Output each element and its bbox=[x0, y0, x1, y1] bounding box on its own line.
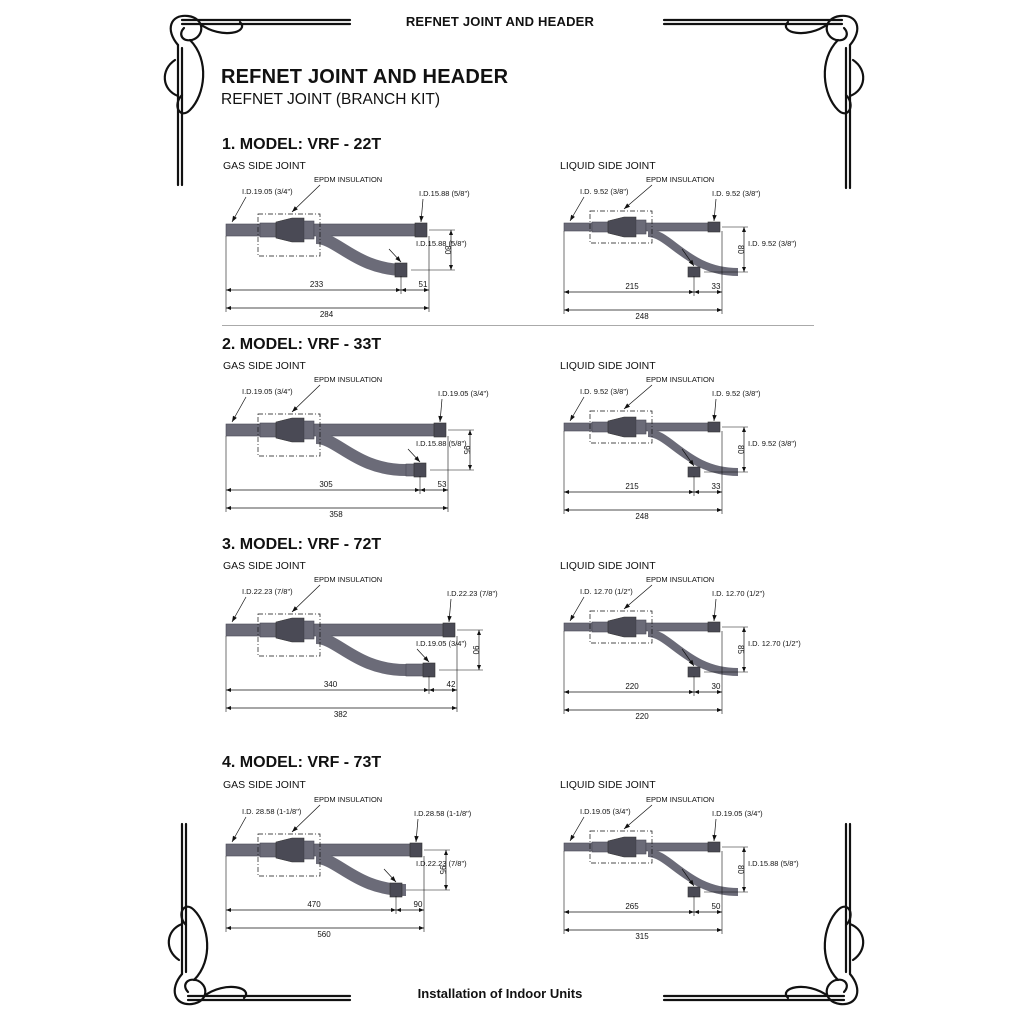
liquid-side-label: LIQUID SIDE JOINT bbox=[560, 160, 656, 172]
page-subtitle: REFNET JOINT (BRANCH KIT) bbox=[221, 91, 441, 108]
model-heading: 2. MODEL: VRF - 33T bbox=[222, 336, 382, 353]
branch-pipe bbox=[316, 438, 406, 470]
gas-side-joint-diagram bbox=[222, 792, 472, 952]
branch-pipe bbox=[316, 238, 406, 270]
liquid-side-joint-diagram bbox=[560, 172, 797, 332]
tip-length-dimension: 42 bbox=[446, 680, 456, 689]
outlet-top-size-label: I.D.19.05 (3/4") bbox=[712, 809, 763, 818]
inlet-size-label: I.D.19.05 (3/4") bbox=[242, 187, 293, 196]
page-footer: Installation of Indoor Units bbox=[417, 986, 583, 1001]
liquid-side-label: LIQUID SIDE JOINT bbox=[560, 560, 656, 572]
model-heading: 4. MODEL: VRF - 73T bbox=[222, 754, 382, 771]
height-dimension: 85 bbox=[736, 645, 745, 654]
insulation-label: EPDM INSULATION bbox=[314, 175, 383, 184]
outlet-top-size-label: I.D.22.23 (7/8") bbox=[447, 589, 498, 598]
tip-length-dimension: 33 bbox=[711, 482, 721, 491]
inner-length-dimension: 215 bbox=[625, 282, 639, 291]
inlet-size-label: I.D.19.05 (3/4") bbox=[580, 807, 631, 816]
outlet-pipe-top bbox=[646, 223, 708, 231]
height-dimension: 90 bbox=[471, 645, 480, 655]
outlet-branch-size-label: I.D.22.23 (7/8") bbox=[416, 859, 467, 868]
model-heading: 1. MODEL: VRF - 22T bbox=[222, 136, 382, 153]
inlet-size-label: I.D. 12.70 (1/2") bbox=[580, 587, 633, 596]
outlet-pipe-top bbox=[646, 423, 708, 431]
outlet-pipe-top bbox=[314, 424, 434, 436]
inlet-size-label: I.D.19.05 (3/4") bbox=[242, 387, 293, 396]
gas-side-label: GAS SIDE JOINT bbox=[223, 360, 306, 372]
total-length-dimension: 220 bbox=[635, 712, 649, 721]
outlet-branch-size-label: I.D. 9.52 (3/8") bbox=[748, 439, 797, 448]
inner-length-dimension: 340 bbox=[323, 680, 338, 689]
height-dimension: 95 bbox=[438, 865, 447, 875]
insulation-label: EPDM INSULATION bbox=[314, 575, 383, 584]
outlet-pipe-top bbox=[646, 843, 708, 851]
insulation-label: EPDM INSULATION bbox=[314, 375, 383, 384]
outlet-pipe-top bbox=[314, 844, 410, 856]
tip-length-dimension: 90 bbox=[413, 900, 423, 909]
joint-hub bbox=[276, 838, 304, 862]
outlet-top-size-label: I.D.28.58 (1-1/8") bbox=[414, 809, 472, 818]
height-dimension: 80 bbox=[736, 445, 745, 454]
liquid-side-joint-diagram bbox=[560, 372, 797, 532]
total-length-dimension: 560 bbox=[317, 930, 331, 939]
height-dimension: 95 bbox=[462, 445, 471, 455]
insulation-label: EPDM INSULATION bbox=[646, 795, 715, 804]
inner-length-dimension: 470 bbox=[307, 900, 321, 909]
joint-hub bbox=[608, 417, 636, 437]
joint-hub bbox=[608, 617, 636, 637]
tip-length-dimension: 33 bbox=[711, 282, 721, 291]
total-length-dimension: 382 bbox=[333, 710, 348, 719]
height-dimension: 80 bbox=[443, 245, 452, 255]
outlet-branch-size-label: I.D. 12.70 (1/2") bbox=[748, 639, 801, 648]
inner-length-dimension: 233 bbox=[309, 280, 324, 289]
insulation-label: EPDM INSULATION bbox=[314, 795, 383, 804]
inlet-size-label: I.D. 28.58 (1-1/8") bbox=[242, 807, 302, 816]
outlet-top-size-label: I.D. 9.52 (3/8") bbox=[712, 389, 761, 398]
outlet-pipe-top bbox=[314, 224, 415, 236]
height-dimension: 80 bbox=[736, 865, 745, 874]
joint-hub bbox=[276, 418, 304, 442]
total-length-dimension: 248 bbox=[635, 512, 649, 521]
inlet-size-label: I.D.22.23 (7/8") bbox=[242, 587, 293, 596]
total-length-dimension: 315 bbox=[635, 932, 649, 941]
branch-pipe bbox=[648, 853, 738, 892]
tip-length-dimension: 51 bbox=[418, 280, 428, 289]
outlet-branch-size-label: I.D.15.88 (5/8") bbox=[416, 239, 467, 248]
insulation-label: EPDM INSULATION bbox=[646, 175, 715, 184]
joint-hub bbox=[608, 217, 636, 237]
page-title: REFNET JOINT AND HEADER bbox=[221, 66, 509, 88]
total-length-dimension: 284 bbox=[319, 310, 334, 319]
branch-pipe bbox=[316, 638, 406, 670]
joint-hub bbox=[276, 618, 304, 642]
liquid-side-joint-diagram bbox=[560, 572, 801, 732]
branch-pipe bbox=[648, 433, 738, 472]
tip-length-dimension: 53 bbox=[437, 480, 447, 489]
outlet-branch-size-label: I.D.15.88 (5/8") bbox=[416, 439, 467, 448]
inlet-size-label: I.D. 9.52 (3/8") bbox=[580, 387, 629, 396]
tip-length-dimension: 50 bbox=[711, 902, 721, 911]
insulation-label: EPDM INSULATION bbox=[646, 575, 715, 584]
outlet-top-size-label: I.D. 12.70 (1/2") bbox=[712, 589, 765, 598]
page-header: REFNET JOINT AND HEADER bbox=[405, 14, 595, 29]
gas-side-joint-diagram bbox=[222, 372, 489, 532]
gas-side-joint-diagram bbox=[222, 572, 498, 732]
inlet-size-label: I.D. 9.52 (3/8") bbox=[580, 187, 629, 196]
outlet-top-size-label: I.D. 9.52 (3/8") bbox=[712, 189, 761, 198]
liquid-side-joint-diagram bbox=[560, 792, 799, 952]
branch-pipe bbox=[648, 633, 738, 672]
gas-side-joint-diagram bbox=[222, 172, 470, 332]
outlet-pipe-top bbox=[314, 624, 443, 636]
liquid-side-label: LIQUID SIDE JOINT bbox=[560, 360, 656, 372]
gas-side-label: GAS SIDE JOINT bbox=[223, 560, 306, 572]
ornament-top-right bbox=[664, 16, 863, 188]
total-length-dimension: 358 bbox=[329, 510, 343, 519]
joint-hub bbox=[608, 837, 636, 857]
model-heading: 3. MODEL: VRF - 72T bbox=[222, 536, 382, 553]
outlet-branch-size-label: I.D. 9.52 (3/8") bbox=[748, 239, 797, 248]
total-length-dimension: 248 bbox=[635, 312, 649, 321]
outlet-branch-size-label: I.D.19.05 (3/4") bbox=[416, 639, 467, 648]
insulation-label: EPDM INSULATION bbox=[646, 375, 715, 384]
outlet-top-size-label: I.D.19.05 (3/4") bbox=[438, 389, 489, 398]
outlet-top-size-label: I.D.15.88 (5/8") bbox=[419, 189, 470, 198]
gas-side-label: GAS SIDE JOINT bbox=[223, 160, 306, 172]
inner-length-dimension: 220 bbox=[625, 682, 639, 691]
height-dimension: 80 bbox=[736, 245, 745, 254]
liquid-side-label: LIQUID SIDE JOINT bbox=[560, 779, 656, 791]
gas-side-label: GAS SIDE JOINT bbox=[223, 779, 306, 791]
inner-length-dimension: 215 bbox=[625, 482, 639, 491]
outlet-branch-size-label: I.D.15.88 (5/8") bbox=[748, 859, 799, 868]
branch-pipe bbox=[648, 233, 738, 272]
joint-hub bbox=[276, 218, 304, 242]
inner-length-dimension: 305 bbox=[319, 480, 333, 489]
inner-length-dimension: 265 bbox=[625, 902, 639, 911]
tip-length-dimension: 30 bbox=[711, 682, 721, 691]
outlet-pipe-top bbox=[646, 623, 708, 631]
